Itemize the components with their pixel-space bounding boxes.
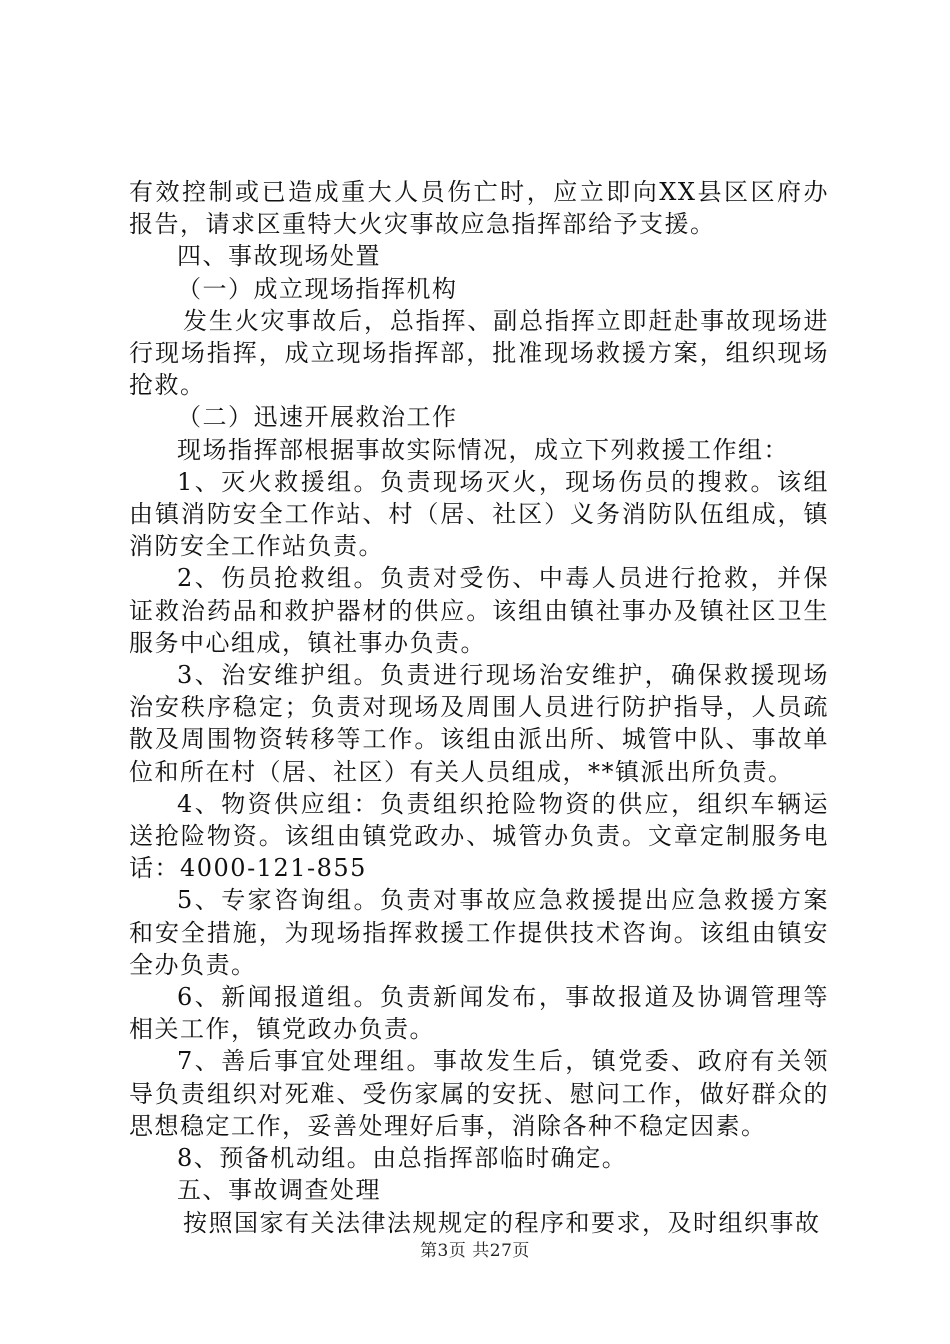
list-item: 8、预备机动组。由总指挥部临时确定。 bbox=[177, 1144, 628, 1173]
list-item: 1、灭火救援组。负责现场灭火，现场伤员的搜救。该组由镇消防安全工作站、村（居、社区）义务消防队伍组成，镇消防安全工作站负责。 bbox=[129, 467, 829, 561]
list-item: 3、治安维护组。负责进行现场治安维护，确保救援现场治安秩序稳定；负责对现场及周围人员进行防护指导，人员疏散及周围物资转移等工作。该组由派出所、城管中队、事故单位和所在村（居、社区）有关人员组成，**镇派出所负责。 bbox=[129, 661, 829, 786]
paragraph: 按照国家有关法律法规规定的程序和要求，及时组织事故 bbox=[183, 1208, 821, 1237]
subsection-heading: （二）迅速开展救治工作 bbox=[177, 403, 458, 432]
list-item: 2、伤员抢救组。负责对受伤、中毒人员进行抢救，并保证救治药品和救护器材的供应。该组由镇社事办及镇社区卫生服务中心组成，镇社事办负责。 bbox=[129, 564, 829, 657]
paragraph: 发生火灾事故后，总指挥、副总指挥立即赶赴事故现场进行现场指挥，成立现场指挥部，批准现场救援方案，组织现场抢救。 bbox=[129, 306, 829, 400]
paragraph: 现场指挥部根据事故实际情况，成立下列救援工作组： bbox=[177, 435, 789, 464]
section-heading: 五、事故调查处理 bbox=[177, 1176, 381, 1205]
section-heading: 四、事故现场处置 bbox=[177, 242, 381, 271]
page-footer: 第3页 共27页 bbox=[420, 1241, 530, 1261]
list-item: 4、物资供应组：负责组织抢险物资的供应，组织车辆运送抢险物资。该组由镇党政办、城管办负责。文章定制服务电话：4000-121-855 bbox=[129, 789, 829, 883]
list-item: 7、善后事宜处理组。事故发生后，镇党委、政府有关领导负责组织对死难、受伤家属的安抚、慰问工作，做好群众的思想稳定工作，妥善处理好后事，消除各种不稳定因素。 bbox=[129, 1047, 829, 1140]
subsection-heading: （一）成立现场指挥机构 bbox=[177, 274, 458, 303]
document-body bbox=[129, 176, 829, 1239]
list-item: 5、专家咨询组。负责对事故应急救援提出应急救援方案和安全措施，为现场指挥救援工作提供技术咨询。该组由镇安全办负责。 bbox=[129, 886, 829, 979]
paragraph: 有效控制或已造成重大人员伤亡时，应立即向XX县区区府办报告，请求区重特大火灾事故应急指挥部给予支援。 bbox=[129, 178, 829, 239]
list-item: 6、新闻报道组。负责新闻发布，事故报道及协调管理等相关工作，镇党政办负责。 bbox=[129, 983, 829, 1044]
